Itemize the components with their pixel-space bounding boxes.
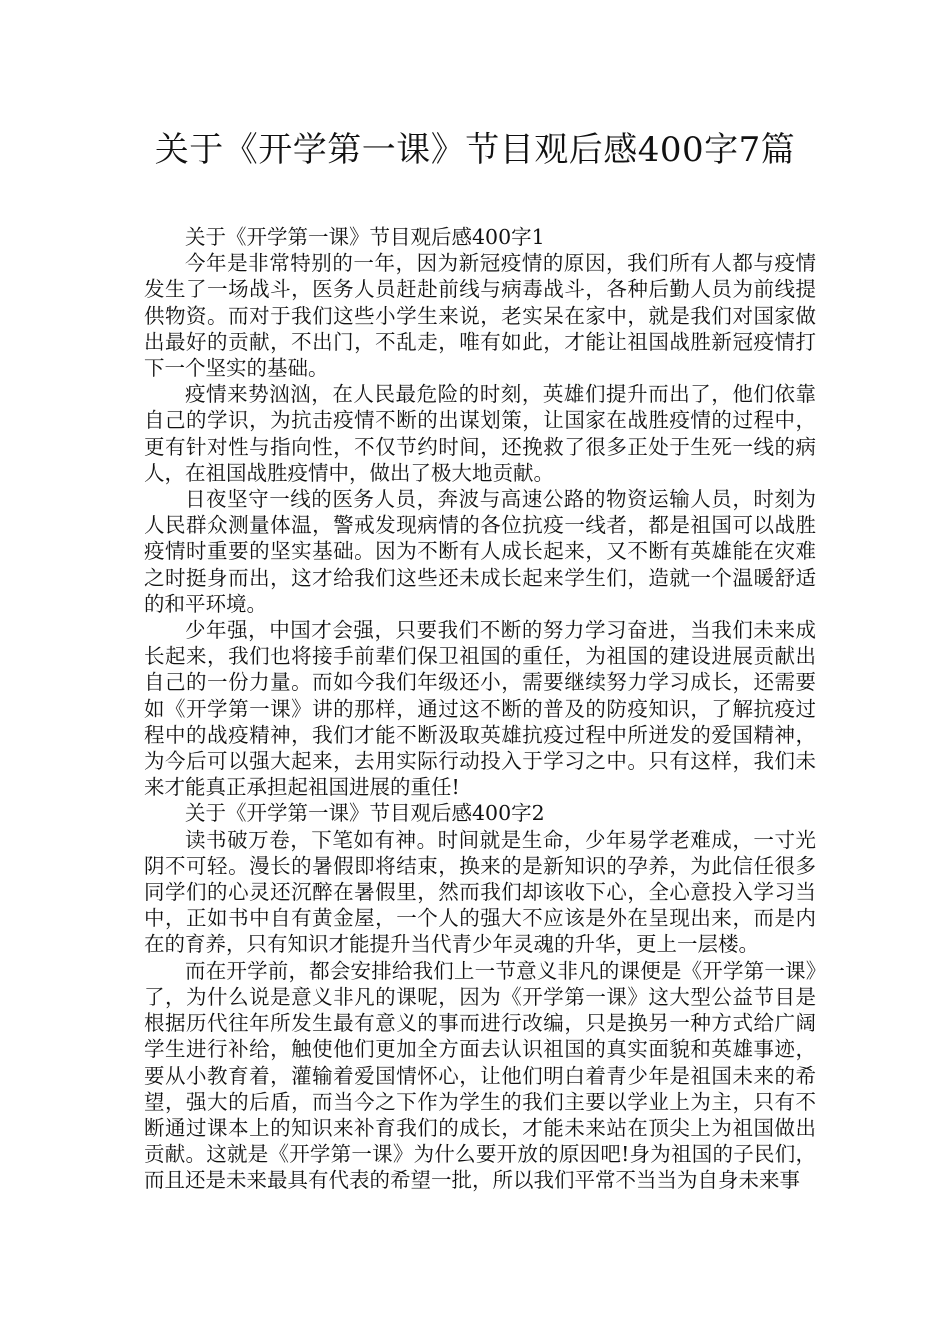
paragraph: 疫情来势汹汹，在人民最危险的时刻，英雄们提升而出了，他们依靠自己的学识，为抗击疫情不断的出谋划策，让国家在战胜疫情的过程中，更有针对性与指向性，不仅节约时间，还挽救了很多正处于生死一线的病人，在祖国战胜疫情中，做出了极大地贡献。 <box>144 382 816 485</box>
section-heading-2: 关于《开学第一课》节目观后感400字2 <box>185 801 545 826</box>
paragraph: 日夜坚守一线的医务人员，奔波与高速公路的物资运输人员，时刻为人民群众测量体温，警戒发现病情的各位抗疫一线者，都是祖国可以战胜疫情时重要的坚实基础。因为不断有人成长起来，又不断有英雄能在灾难之时挺身而出，这才给我们这些还未成长起来学生们，造就一个温暖舒适的和平环境。 <box>144 487 816 616</box>
paragraph: 今年是非常特别的一年，因为新冠疫情的原因，我们所有人都与疫情发生了一场战斗，医务人员赶赴前线与病毒战斗，各种后勤人员为前线提供物资。而对于我们这些小学生来说，老实呆在家中，就是我们对国家做出最好的贡献，不出门，不乱走，唯有如此，才能让祖国战胜新冠疫情打下一个坚实的基础。 <box>144 251 816 381</box>
document-title: 关于《开学第一课》节目观后感400字7篇 <box>154 130 796 170</box>
paragraph: 而在开学前，都会安排给我们上一节意义非凡的课便是《开学第一课》了，为什么说是意义非凡的课呢，因为《开学第一课》这大型公益节目是根据历代往年所发生最有意义的事而进行改编，只是换另一种方式给广阔学生进行补给，触使他们更加全方面去认识祖国的真实面貌和英雄事迹，要从小教育着，灌输着爱国情怀心，让他们明白着青少年是祖国未来的希望，强大的后盾，而当今之下作为学生的我们主要以学业上为主，只有不断通过课本上的知识来补育我们的成长，才能未来站在顶尖上为祖国做出贡献。这就是《开学第一课》为什么要开放的原因吧!身为祖国的子民们，而且还是未来最具有代表的希望一批，所以我们平常不当当为自身未来事 <box>144 958 816 1193</box>
document-body <box>144 224 816 1194</box>
paragraph: 读书破万卷，下笔如有神。时间就是生命，少年易学老难成，一寸光阴不可轻。漫长的暑假即将结束，换来的是新知识的孕养，为此信任很多同学们的心灵还沉醉在暑假里，然而我们却该收下心，全心意投入学习当中，正如书中自有黄金屋，一个人的强大不应该是外在呈现出来，而是内在的育养，只有知识才能提升当代青少年灵魂的升华，更上一层楼。 <box>144 827 816 957</box>
paragraph: 少年强，中国才会强，只要我们不断的努力学习奋进，当我们未来成长起来，我们也将接手前辈们保卫祖国的重任，为祖国的建设进展贡献出自己的一份力量。而如今我们年级还小，需要继续努力学习成长，还需要如《开学第一课》讲的那样，通过这不断的普及的防疫知识，了解抗疫过程中的战疫精神，我们才能不断汲取英雄抗疫过程中所迸发的爱国精神，为今后可以强大起来，去用实际行动投入于学习之中。只有这样，我们未来才能真正承担起祖国进展的重任! <box>144 618 816 800</box>
section-heading-1: 关于《开学第一课》节目观后感400字1 <box>185 225 545 249</box>
